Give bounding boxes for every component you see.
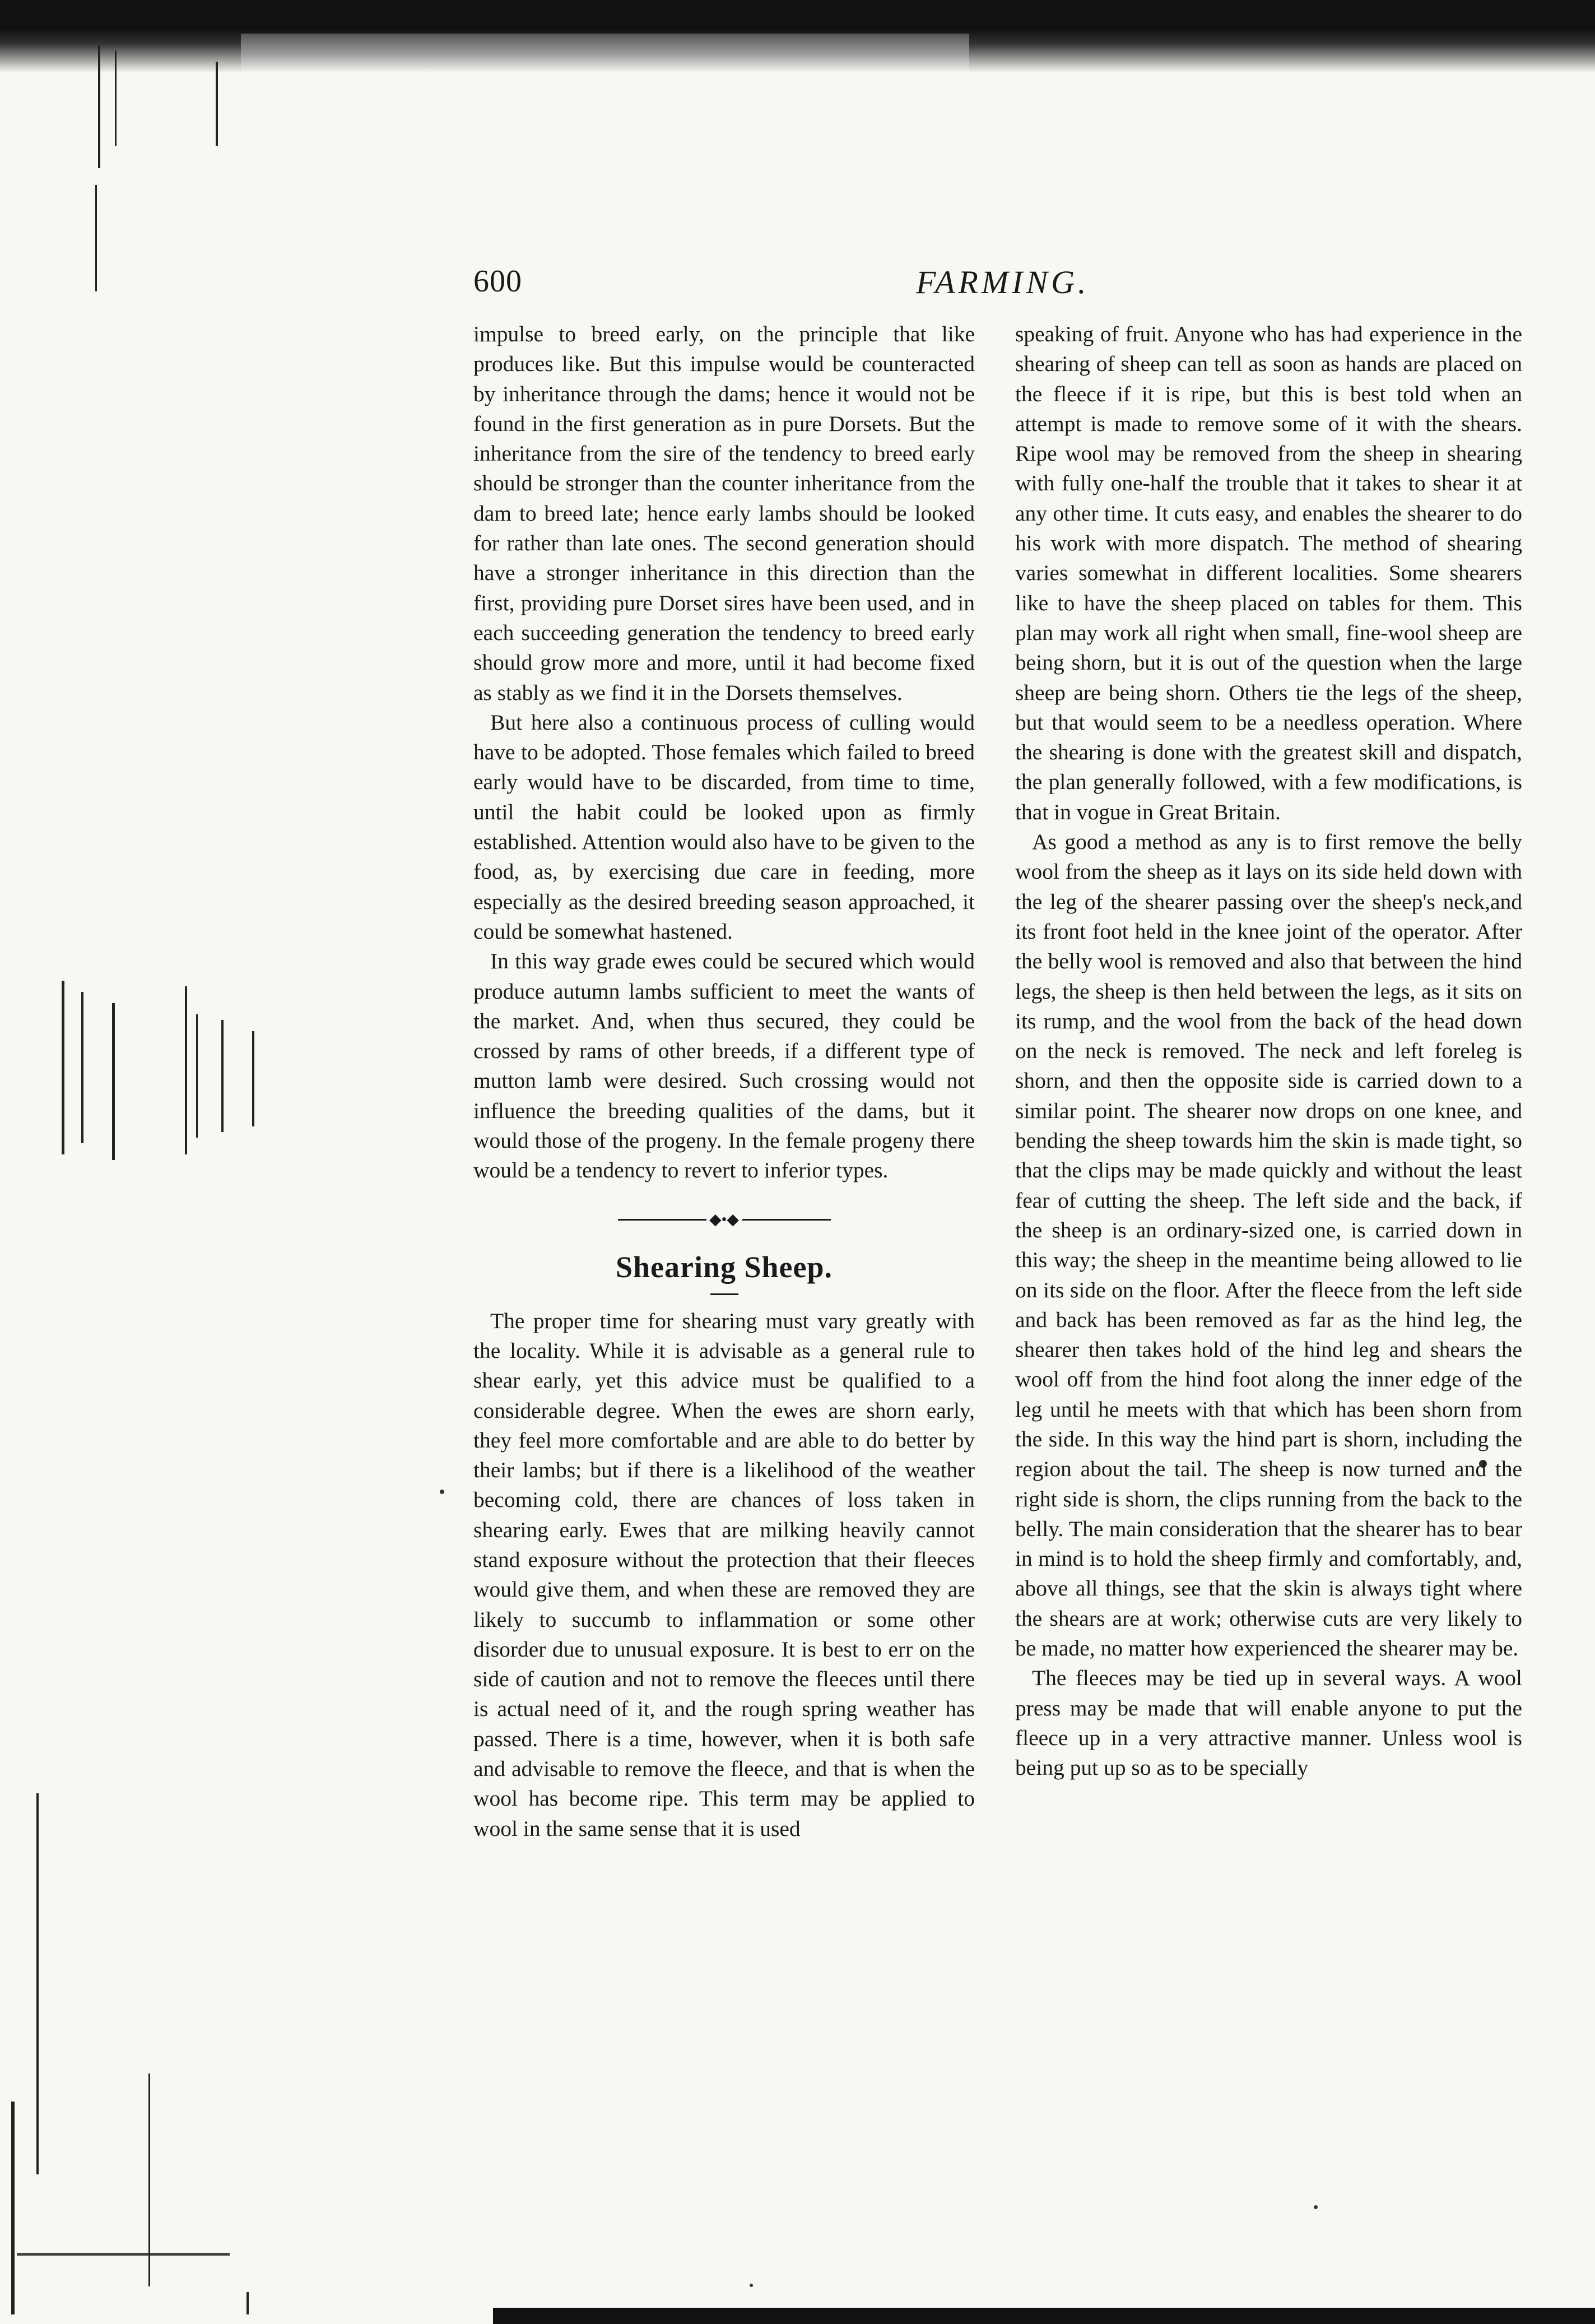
scan-speck bbox=[1314, 2205, 1318, 2209]
scan-mark bbox=[196, 1014, 198, 1138]
scan-mark bbox=[36, 1793, 39, 2174]
scan-mark bbox=[148, 2073, 150, 2286]
paragraph: In this way grade ewes could be secured which would produce autumn lambs sufficient to meet the wants of the market. And, when thus secured, they could be crossed by rams of other breeds, if a different type of mutton lamb were desired. Such crossing would not influence the breeding qualities of the dams, but it would those of the progeny. In the female progeny there would be a tendency to revert to inferior types. bbox=[473, 949, 975, 1183]
scan-mark bbox=[17, 2253, 230, 2256]
scan-mark bbox=[252, 1031, 254, 1126]
paragraph: But here also a continuous process of culling would have to be adopted. Those females which failed to breed early would have to be discarded, from time to time, until the habit could be looked upon as firmly established. Attention would also have to be given to the food, as, by exercising due care in feeding, more especially as the desired breeding season approached, it could be somewhat hastened. bbox=[473, 709, 975, 944]
title-rule bbox=[710, 1293, 738, 1295]
paragraph: The fleeces may be tied up in several ways. A wool press may be made that will enable anyone to put the fleece up in a very attractive manner. Unless wool is being put up so as to be specially bbox=[1015, 1666, 1522, 1780]
scan-mark bbox=[11, 2102, 15, 2314]
scan-mark bbox=[185, 986, 187, 1154]
page-header bbox=[473, 263, 1594, 308]
scan-mark bbox=[81, 992, 83, 1143]
paragraph: impulse to breed early, on the principle that like produces like. But this impulse would be counteracted by inheritance through the dams; hence it would not be found in the first generation as in pure Dorsets. But the inheritance from the sire of the tendency to breed early should be stronger than the counter inheritance from the dam to breed late; hence early lambs should be looked for rather than late ones. The second generation should have a stronger inheritance in this direction than the first, providing pure Dorset sires have been used, and in each succeeding generation the tendency to breed early should grow more and more, until it had become fixed as stably as we find it in the Dorsets themselves. bbox=[473, 322, 975, 705]
section-title: Shearing Sheep. bbox=[615, 1250, 833, 1284]
scan-mark bbox=[216, 62, 218, 146]
scan-mark bbox=[221, 1020, 224, 1132]
section-divider bbox=[618, 1210, 831, 1230]
scan-mark bbox=[247, 2292, 249, 2314]
paragraph: speaking of fruit. Anyone who has had experience in the shearing of sheep can tell as soon as hands are placed on the fleece if it is ripe, but this is best told when an attempt is made to remove some of it with the shears. Ripe wool may be removed from the sheep in shearing with fully one-half the trouble that it takes to shear it at any other time. It cuts easy, and enables the shearer to do his work with more dispatch. The method of shearing varies somewhat in different localities. Some shearers like to have the sheep placed on tables for them. This plan may work all right when small, fine-wool sheep are being shorn, but it is out of the question when the large sheep are being shorn. Others tie the legs of the sheep, but that would seem to be a needless operation. Where the shearing is done with the greatest skill and dispatch, the plan generally followed, with a few modifications, is that in vogue in Great Britain. bbox=[1015, 322, 1522, 824]
divider-ornament: ◆•◆ bbox=[706, 1212, 742, 1228]
scan-mark bbox=[112, 1003, 115, 1160]
scan-mark bbox=[98, 45, 100, 168]
page-number: 600 bbox=[473, 264, 522, 299]
scan-mark bbox=[95, 185, 97, 291]
scan-mark bbox=[115, 50, 117, 146]
scan-speck bbox=[440, 1490, 444, 1494]
scan-speck bbox=[750, 2284, 753, 2287]
paragraph: The proper time for shearing must vary greatly with the locality. While it is advisable as a general rule to shear early, yet this advice must be qualified to a considerable degree. When the ewes are shorn early, they feel more comfortable and are able to do better by their lambs; but if there is a likelihood of the weather becoming cold, there are chances of loss taken in shearing early. Ewes that are milking heavily cannot stand exposure without the protection that their fleeces would give them, and when these are removed they are likely to succumb to inflammation or some other disorder due to unusual exposure. It is best to err on the side of caution and not to remove the fleeces until there is actual need of it, and the rough spring weather has passed. There is a time, however, when it is both safe and advisable to remove the fleece, and that is when the wool has become ripe. This term may be applied to wool in the same sense that it is used bbox=[473, 1308, 975, 1841]
running-title: FARMING. bbox=[916, 264, 1090, 300]
scan-edge-fade bbox=[241, 34, 969, 73]
scan-edge-bottom bbox=[493, 2308, 1595, 2324]
scan-mark bbox=[62, 981, 64, 1154]
paragraph: As good a method as any is to first remove the belly wool from the sheep as it lays on its side held down with the leg of the shearer passing over the sheep's neck,and its front foot held in the knee joint of the operator. After the belly wool is removed and also that between the hind legs, the sheep is then held between the legs, as it sits on its rump, and the wool from the back of the head down on the neck is removed. The neck and left foreleg is shorn, and then the opposite side is carried down to a similar point. The shearer now drops on one knee, and bending the sheep towards him the skin is made tight, so that the clips may be made quickly and without the least fear of cutting the sheep. The left side and the back, if the sheep is an ordinary-sized one, is carried down in this way; the sheep in the meantime being allowed to lie on its side on the floor. After the fleece from the left side and back has been removed as far as the hind leg, the shearer then takes hold of the hind leg and shears the wool off from the hind foot along the inner edge of the leg until he meets with that which has been shorn from the side. In this way the hind part is shorn, including the region about the tail. The sheep is now turned and the right side is shorn, the clips running from the back to the belly. The main consideration that the shearer has to bear in mind is to hold the sheep firmly and comfortably, and, above all things, see that the skin is always tight where the shears are at work; otherwise cuts are very likely to be made, no matter how experienced the shearer may be. bbox=[1015, 829, 1522, 1661]
right-column bbox=[1015, 319, 1522, 1783]
left-column bbox=[473, 319, 975, 1844]
